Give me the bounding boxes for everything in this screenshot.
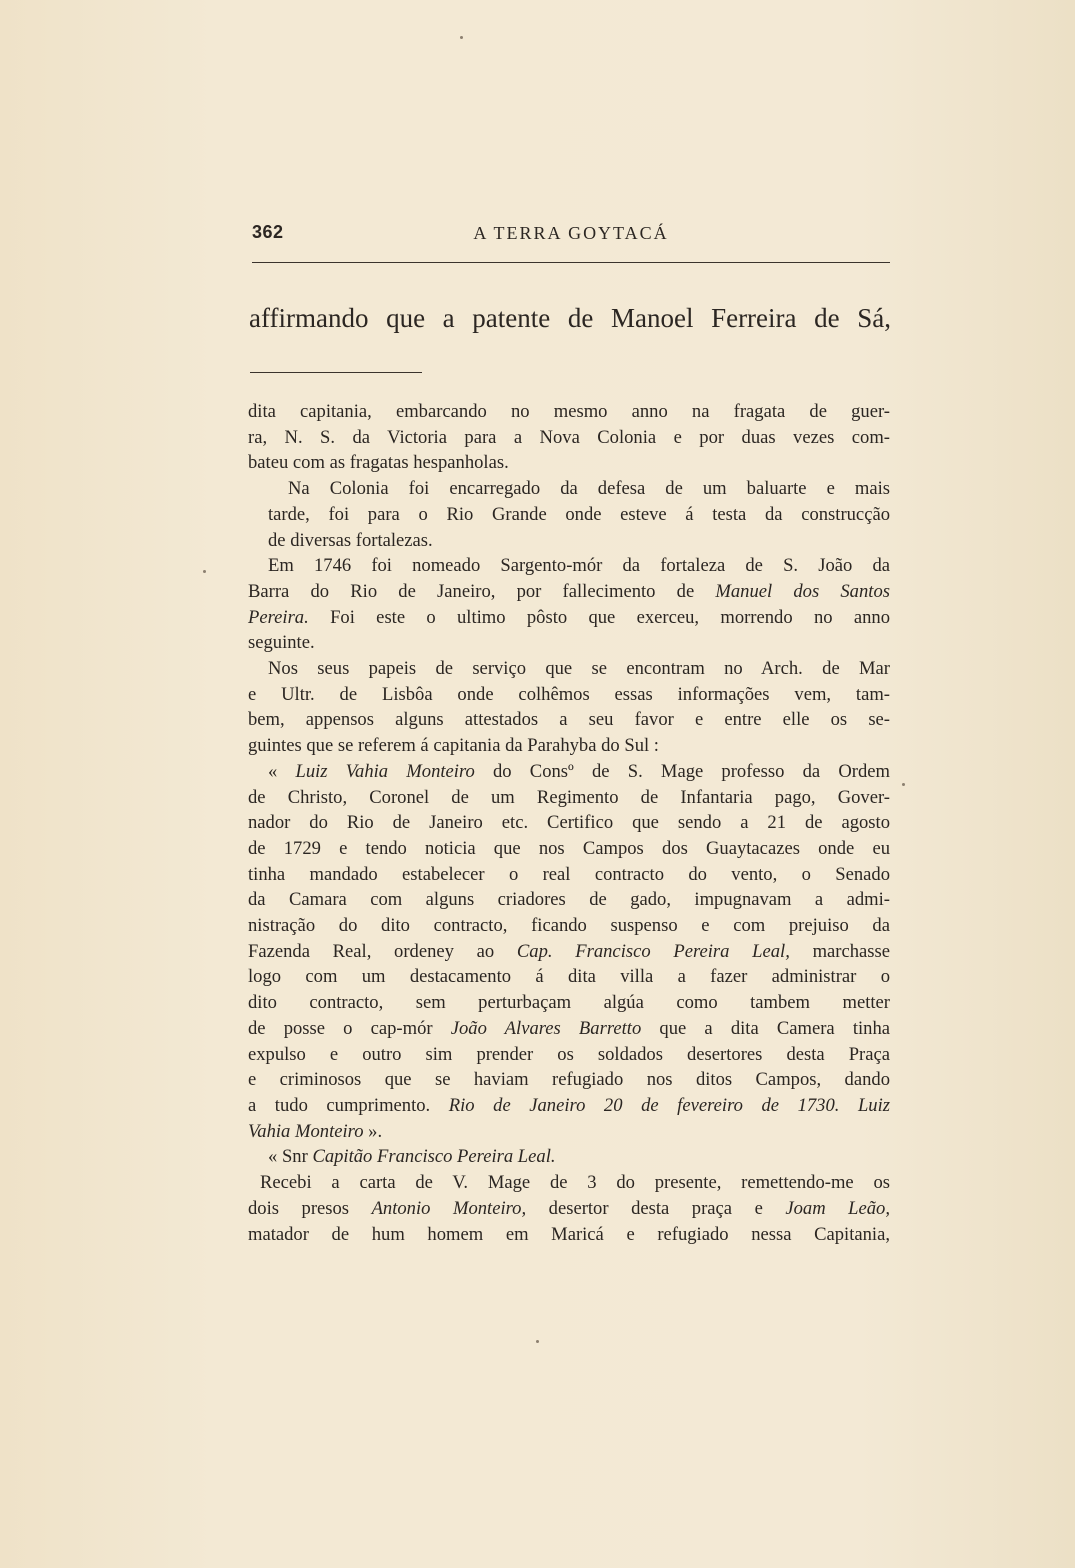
- text-line: matador de hum homem em Maricá e refugiado nessa Capitania,: [248, 1223, 890, 1245]
- text-line: [248, 1093, 890, 1119]
- text-line: tarde, foi para o Rio Grande onde esteve á testa da construcção: [268, 503, 890, 525]
- paragraph-1: [248, 399, 890, 476]
- place-date: Rio de Janeiro 20 de fevereiro de 1730. Luiz: [448, 1094, 890, 1116]
- person-name: Vahia Monteiro: [248, 1120, 364, 1142]
- text-line: [248, 605, 890, 631]
- text-line: da Camara com alguns criadores de gado, impugnavam a admi-: [248, 889, 890, 911]
- page-header: [252, 222, 890, 252]
- text-line: tinha mandado estabelecer o real contracto do vento, o Senado: [248, 863, 890, 885]
- header-rule: [252, 262, 890, 263]
- text-span: a tudo cumprimento.: [248, 1094, 431, 1116]
- text-line: [248, 939, 890, 965]
- body-text: [248, 399, 890, 1247]
- text-line: de 1729 e tendo noticia que nos Campos dos Guaytacazes onde eu: [248, 837, 890, 859]
- section-rule: [250, 372, 422, 373]
- person-name: Capitão Francisco Pereira Leal.: [312, 1146, 556, 1168]
- paper-speck: [203, 570, 206, 573]
- paragraph-2: [248, 476, 890, 553]
- person-name: Manuel dos Santos: [715, 580, 890, 602]
- text-line: nador do Rio de Janeiro etc. Certifico que sendo a 21 de agosto: [248, 812, 890, 834]
- text-line: Nos seus papeis de serviço que se encontram no Arch. de Mar: [268, 658, 890, 680]
- text-span: « Snr: [268, 1146, 308, 1168]
- paragraph-5-quote: [248, 759, 890, 1145]
- lead-line: affirmando que a patente de Manoel Ferreira de Sá,: [249, 303, 891, 333]
- person-name: Luiz Vahia Monteiro: [295, 760, 475, 782]
- text-line: dito contracto, sem perturbaçam algúa como tambem metter: [248, 992, 890, 1014]
- paragraph-3: [248, 553, 890, 656]
- text-span: marchasse: [812, 940, 890, 962]
- text-line: [248, 579, 890, 605]
- text-span: dois presos: [248, 1197, 350, 1219]
- paper-speck: [536, 1340, 539, 1343]
- paragraph-4: [248, 656, 890, 759]
- quote-mark: «: [268, 760, 278, 782]
- person-name: Antonio Monteiro,: [371, 1197, 527, 1219]
- text-span: de posse o cap-mór: [248, 1017, 433, 1039]
- paragraph-6-salutation: [248, 1144, 890, 1170]
- quote-mark: ».: [368, 1120, 383, 1142]
- text-line: seguinte.: [248, 632, 315, 654]
- paragraph-7: [248, 1170, 890, 1247]
- text-line: de diversas fortalezas.: [268, 529, 433, 551]
- text-line: [248, 1119, 890, 1145]
- paper-speck: [460, 36, 463, 39]
- text-line: bem, appensos alguns attestados a seu favor e entre elle os se-: [248, 709, 890, 731]
- text-line: expulso e outro sim prender os soldados desertores desta Praça: [248, 1043, 890, 1065]
- person-name: Cap. Francisco Pereira Leal,: [516, 940, 790, 962]
- text-line: Na Colonia foi encarregado da defesa de um baluarte e mais: [288, 478, 890, 500]
- text-span: desertor desta praça e: [548, 1197, 763, 1219]
- page-number: 362: [252, 222, 284, 242]
- person-name: Joam Leão,: [785, 1197, 890, 1219]
- text-span: do Consº de S. Mage professo da Ordem: [493, 760, 891, 782]
- text-line: dita capitania, embarcando no mesmo anno na fragata de guer-: [248, 401, 890, 422]
- text-line: logo com um destacamento á dita villa a fazer administrar o: [248, 966, 890, 988]
- paper-speck: [902, 783, 905, 786]
- text-line: [248, 759, 890, 785]
- text-line: Recebi a carta de V. Mage de 3 do presente, remettendo-me os: [260, 1172, 890, 1194]
- text-line: bateu com as fragatas hespanholas.: [248, 452, 509, 474]
- person-name: João Alvares Barretto: [450, 1017, 642, 1039]
- text-span: Fazenda Real, ordeney ao: [248, 940, 495, 962]
- text-line: guintes que se referem á capitania da Parahyba do Sul :: [248, 735, 659, 757]
- text-line: nistração do dito contracto, ficando suspenso e com prejuiso da: [248, 915, 890, 937]
- text-line: e criminosos que se haviam refugiado nos ditos Campos, dando: [248, 1069, 890, 1091]
- text-line: de Christo, Coronel de um Regimento de Infantaria pago, Gover-: [248, 786, 890, 808]
- running-title: A TERRA GOYTACÁ: [473, 223, 669, 243]
- text-line: [248, 1196, 890, 1222]
- text-line: [248, 1016, 890, 1042]
- text-line: Em 1746 foi nomeado Sargento-mór da fortaleza de S. João da: [268, 555, 890, 577]
- text-line: ra, N. S. da Victoria para a Nova Colonia e por duas vezes com-: [248, 426, 890, 448]
- text-line: [248, 1144, 890, 1170]
- person-name: Pereira.: [248, 606, 309, 628]
- text-line: e Ultr. de Lisbôa onde colhêmos essas informações vem, tam-: [248, 683, 890, 705]
- text-span: que a dita Camera tinha: [659, 1017, 890, 1039]
- text-span: Barra do Rio de Janeiro, por fallecimento de: [248, 580, 695, 602]
- text-span: Foi este o ultimo pôsto que exerceu, morrendo no anno: [330, 606, 890, 628]
